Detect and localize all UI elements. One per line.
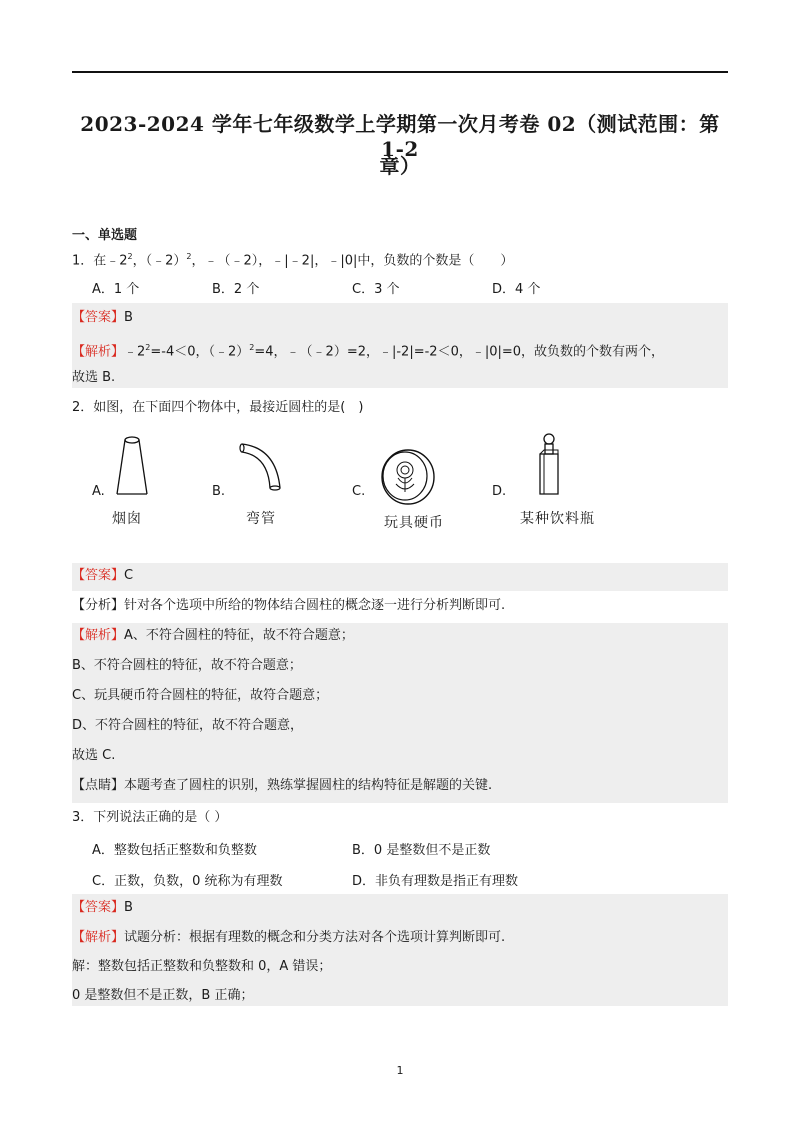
q1-answer: 【答案】B bbox=[72, 310, 133, 325]
q3-option-d: D．非负有理数是指正有理数 bbox=[352, 874, 519, 889]
q2-label-a: A. bbox=[92, 484, 105, 499]
q3-solution-line1: 解：整数包括正整数和负整数和 0，A 错误； bbox=[72, 959, 332, 974]
drink-bottle-figure bbox=[532, 432, 566, 498]
q2-analysis-a: 【解析】A、不符合圆柱的特征，故不符合题意； bbox=[72, 628, 354, 643]
toy-coin-figure bbox=[378, 448, 436, 506]
q1-option-a: A．1 个 bbox=[92, 282, 140, 297]
q2-label-c: C. bbox=[352, 484, 366, 499]
q2-answer-block bbox=[72, 563, 728, 591]
q2-dianjing: 【点睛】本题考查了圆柱的识别，熟练掌握圆柱的结构特征是解题的关键. bbox=[72, 778, 493, 793]
q3-option-b: B．0 是整数但不是正数 bbox=[352, 843, 491, 858]
q2-answer: 【答案】C bbox=[72, 568, 134, 583]
q1-conclusion: 故选 B. bbox=[72, 370, 116, 385]
q2-analysis-b: B、不符合圆柱的特征，故不符合题意； bbox=[72, 658, 302, 673]
chimney-figure bbox=[112, 434, 152, 498]
q3-analysis: 【解析】试题分析：根据有理数的概念和分类方法对各个选项计算判断即可. bbox=[72, 930, 506, 945]
bent-pipe-figure bbox=[236, 440, 292, 496]
header-rule bbox=[72, 71, 728, 73]
q1-analysis: 【解析】$﹣2^2=-4<0$，（﹣2）$^2$=4，﹣（﹣2）=2，﹣|-2|=-2＜0，﹣|0|=0，故负数的个数有两个， bbox=[72, 343, 665, 360]
q2-conclusion: 故选 C. bbox=[72, 748, 116, 763]
q3-solution-line2: 0 是整数但不是正数，B 正确； bbox=[72, 988, 254, 1003]
page-title: 2023-2024 学年七年级数学上学期第一次月考卷 02（测试范围：第 1-2 bbox=[80, 112, 720, 161]
q2-fenxi: 【分析】针对各个选项中所给的物体结合圆柱的概念逐一进行分析判断即可. bbox=[72, 598, 506, 613]
q2-stem: 2．如图，在下面四个物体中，最接近圆柱的是( ) bbox=[72, 400, 364, 415]
q2-analysis-block bbox=[72, 623, 728, 803]
section-heading: 一、单选题 bbox=[72, 228, 138, 243]
q2-caption-a: 烟囱 bbox=[112, 511, 142, 527]
q2-caption-b: 弯管 bbox=[246, 511, 276, 527]
q1-option-d: D．4 个 bbox=[492, 282, 541, 297]
q2-caption-d: 某种饮料瓶 bbox=[520, 511, 595, 527]
q3-answer: 【答案】B bbox=[72, 900, 133, 915]
q3-option-c: C．正数，负数，0 统称为有理数 bbox=[92, 874, 283, 889]
q2-label-d: D. bbox=[492, 484, 507, 499]
q2-label-b: B. bbox=[212, 484, 226, 499]
q2-analysis-d: D、不符合圆柱的特征，故不符合题意， bbox=[72, 718, 304, 733]
q1-stem: 1．在$﹣2^2$，（﹣2）$^2$，﹣（﹣2），﹣|﹣2|，﹣|0|中，负数的个数是（ ） bbox=[72, 252, 514, 269]
q2-caption-c: 玩具硬币 bbox=[384, 515, 444, 531]
q1-option-b: B．2 个 bbox=[212, 282, 260, 297]
page-title-cont: 章） bbox=[379, 154, 421, 178]
q3-stem: 3．下列说法正确的是（ ） bbox=[72, 810, 228, 825]
q1-option-c: C．3 个 bbox=[352, 282, 400, 297]
q2-analysis-c: C、玩具硬币符合圆柱的特征，故符合题意； bbox=[72, 688, 329, 703]
q3-option-a: A．整数包括正整数和负整数 bbox=[92, 843, 257, 858]
page-number: 1 bbox=[396, 1064, 404, 1077]
